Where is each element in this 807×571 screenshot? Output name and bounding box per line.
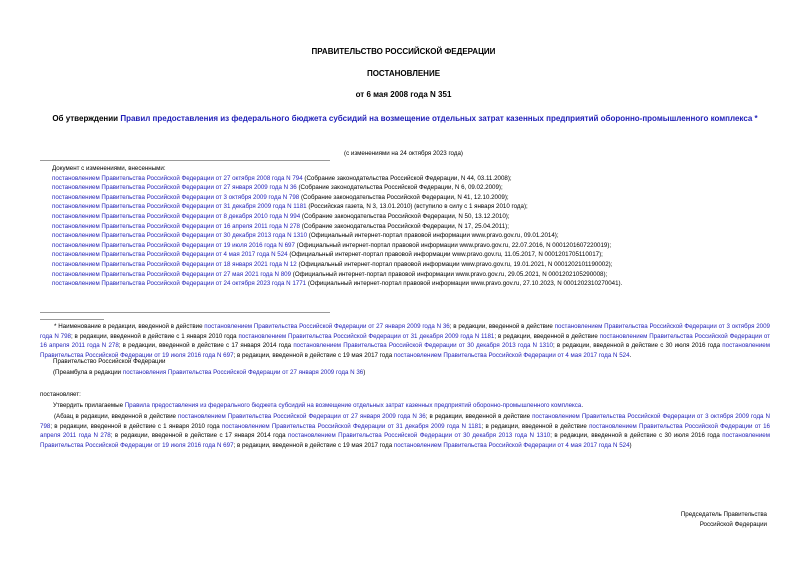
- amendment-source: (Собрание законодательства Российской Федерации, N 50, 13.12.2010);: [300, 212, 510, 220]
- list-item: [52, 241, 772, 251]
- list-item: [52, 174, 772, 184]
- amendment-link[interactable]: постановлением Правительства Российской Федерации от 19 июля 2016 года N 697: [52, 241, 295, 249]
- title-footnote: [40, 322, 770, 360]
- amendment-link[interactable]: постановлением Правительства Российской Федерации от 27 мая 2021 года N 809: [52, 270, 292, 278]
- signature-title: Председатель Правительства: [680, 511, 767, 518]
- signature-org: Российской Федерации: [699, 520, 767, 528]
- preamble-text: Правительство Российской Федерации: [53, 358, 166, 365]
- divider-top: [40, 160, 330, 161]
- list-item: [52, 212, 772, 222]
- amendment-link[interactable]: постановлением Правительства Российской Федерации от 24 октября 2023 года N 1771: [52, 280, 307, 288]
- amendment-source: (Официальный интернет-портал правовой информации www.pravo.gov.ru, 22.07.2016, N 0001201607220019);: [294, 241, 612, 249]
- paragraph-note-text: ; в редакции, введенной в действие с 1 января 2010 года: [50, 422, 222, 430]
- amendment-link[interactable]: постановлением Правительства Российской Федерации от 8 декабря 2010 года N 994: [52, 212, 301, 220]
- amendment-source: (Собрание законодательства Российской Федерации, N 6, 09.02.2009);: [296, 184, 503, 192]
- footnote-link[interactable]: постановлением Правительства Российской Федерации от 27 января 2009 года N 36: [204, 323, 450, 330]
- amendment-source: (Официальный интернет-портал правовой информации www.pravo.gov.ru, 19.01.2021, N 0001202101190002);: [296, 260, 613, 268]
- footnote-text: .: [629, 351, 632, 359]
- amendment-source: (Официальный интернет-портал правовой информации www.pravo.gov.ru, 11.05.2017, N 0001201705110017);: [287, 251, 603, 259]
- amendment-link[interactable]: постановлением Правительства Российской Федерации от 18 января 2021 года N 12: [52, 260, 297, 268]
- amendment-source: (Официальный интернет-портал правовой информации www.pravo.gov.ru, 09.01.2014);: [307, 232, 559, 240]
- paragraph-note-link[interactable]: постановлением Правительства Российской Федерации от 16 апреля 2011 года N 278: [40, 422, 770, 440]
- preamble-note-link[interactable]: постановления Правительства Российской Федерации от 27 января 2009 года N 36: [122, 369, 364, 376]
- amendment-link[interactable]: постановлением Правительства Российской Федерации от 3 октября 2009 года N 798: [52, 193, 300, 201]
- paragraph-note-text: ; в редакции, введенной в действие с 17 января 2014 года: [110, 432, 289, 440]
- amendment-link[interactable]: постановлением Правительства Российской Федерации от 31 декабря 2009 года N 1181: [52, 203, 307, 211]
- approve-paragraph: [53, 401, 770, 411]
- paragraph-note-link[interactable]: постановлением Правительства Российской Федерации от 3 октября 2009 года N 798: [40, 413, 770, 430]
- amendment-source: (Собрание законодательства Российской Федерации, N 17, 25.04.2011);: [300, 222, 509, 230]
- footnote-text: ; в редакции, введенной в действие: [494, 332, 600, 340]
- footnote-link[interactable]: постановлением Правительства Российской Федерации от 30 декабря 2013 года N 1310: [293, 342, 553, 350]
- paragraph-note-link[interactable]: постановлением Правительства Российской Федерации от 4 мая 2017 года N 524: [393, 441, 630, 449]
- footnote-text: * Наименование в редакции, введенной в действие: [54, 323, 205, 330]
- paragraph-note-link[interactable]: постановлением Правительства Российской Федерации от 31 декабря 2009 года N 1181: [221, 422, 482, 430]
- footnote-text: ; в редакции, введенной в действие с 1 января 2010 года: [70, 332, 239, 340]
- amendment-link[interactable]: постановлением Правительства Российской Федерации от 27 января 2009 года N 36: [52, 184, 297, 192]
- divider-middle: [40, 312, 330, 313]
- footnote-text: ; в редакции, введенной в действие с 17 января 2014 года: [118, 342, 294, 350]
- approve-rules-link[interactable]: Правила предоставления из федерального бюджета субсидий на возмещение отдельных затрат казенных предприятий оборонно-промышленного комплекса: [124, 402, 582, 409]
- heading-footnote-star[interactable]: *: [752, 114, 758, 123]
- heading-rules-link[interactable]: Правил предоставления из федерального бюджета субсидий на возмещение отдельных затрат казенных предприятий оборонно-промышленного комплекса: [120, 114, 753, 123]
- footnote-link[interactable]: постановлением Правительства Российской Федерации от 19 июля 2016 года N 697: [40, 342, 770, 359]
- approve-text: Утвердить прилагаемые: [53, 402, 125, 409]
- heading-prefix: Об утверждении: [52, 114, 121, 123]
- paragraph-note: [40, 412, 770, 450]
- list-item: [52, 250, 772, 260]
- list-item: [52, 279, 772, 289]
- list-item: [52, 202, 772, 212]
- paragraph-note-text: ; в редакции, введенной в действие с 30 июля 2016 года: [550, 432, 723, 440]
- doc-type: ПОСТАНОВЛЕНИЕ: [366, 69, 441, 78]
- list-item: [52, 270, 772, 280]
- footnote-text: ; в редакции, введенной в действие с 19 мая 2017 года: [233, 351, 394, 359]
- amendments-intro: Документ с изменениями, внесенными:: [52, 165, 166, 172]
- amendment-link[interactable]: постановлением Правительства Российской Федерации от 4 мая 2017 года N 524: [52, 251, 288, 259]
- amendment-source: (Собрание законодательства Российской Федерации, N 41, 12.10.2009);: [299, 193, 509, 201]
- amendment-source: (Официальный интернет-портал правовой информации www.pravo.gov.ru, 29.05.2021, N 0001202105290008);: [291, 270, 608, 278]
- footnote-link[interactable]: постановлением Правительства Российской Федерации от 4 мая 2017 года N 524: [393, 351, 630, 359]
- preamble-note-text: ): [363, 369, 366, 376]
- amendment-link[interactable]: постановлением Правительства Российской Федерации от 27 октября 2008 года N 794: [52, 174, 303, 182]
- doc-date-number: от 6 мая 2008 года N 351: [355, 90, 452, 99]
- org-title: ПРАВИТЕЛЬСТВО РОССИЙСКОЙ ФЕДЕРАЦИИ: [311, 47, 496, 56]
- footnote-link[interactable]: постановлением Правительства Российской Федерации от 16 апреля 2011 года N 278: [40, 332, 770, 350]
- list-item: [52, 231, 772, 241]
- preamble-note-text: (Преамбула в редакции: [53, 369, 123, 376]
- footnote-link[interactable]: постановлением Правительства Российской Федерации от 3 октября 2009 года N 798: [40, 323, 770, 340]
- amendment-link[interactable]: постановлением Правительства Российской Федерации от 30 декабря 2013 года N 1310: [52, 232, 308, 240]
- footnote-text: ; в редакции, введенной в действие с 30 июля 2016 года: [552, 342, 723, 350]
- changes-note: (с изменениями на 24 октября 2023 года): [344, 150, 463, 157]
- signature-block: [681, 510, 767, 529]
- list-item: [52, 260, 772, 270]
- footnote-text: ; в редакции, введенной в действие: [449, 323, 555, 330]
- footnote-link[interactable]: постановлением Правительства Российской Федерации от 31 декабря 2009 года N 1181: [238, 332, 495, 340]
- footnote-divider: [40, 319, 104, 320]
- paragraph-note-text: ; в редакции, введенной в действие с 19 мая 2017 года: [233, 441, 394, 449]
- document-heading: [40, 113, 770, 124]
- approve-text: .: [581, 402, 584, 409]
- list-item: [52, 193, 772, 203]
- paragraph-note-link[interactable]: постановлением Правительства Российской Федерации от 19 июля 2016 года N 697: [40, 432, 770, 449]
- amendment-link[interactable]: постановлением Правительства Российской Федерации от 16 апреля 2011 года N 278: [52, 222, 300, 230]
- amendment-source: (Собрание законодательства Российской Федерации, N 44, 03.11.2008);: [302, 174, 512, 182]
- amendment-source: (Официальный интернет-портал правовой информации www.pravo.gov.ru, 27.10.2023, N 0001202310270041).: [306, 280, 623, 288]
- list-item: [52, 183, 772, 193]
- paragraph-note-link[interactable]: постановлением Правительства Российской Федерации от 27 января 2009 года N 36: [178, 413, 426, 420]
- decides-text: постановляет:: [40, 391, 81, 398]
- amendments-list: [52, 164, 772, 289]
- list-item: [52, 222, 772, 232]
- paragraph-note-text: ): [629, 441, 632, 449]
- amendment-source: (Российская газета, N 3, 13.01.2010) (вступило в силу с 1 января 2010 года);: [306, 203, 528, 211]
- paragraph-note-text: ; в редакции, введенной в действие: [425, 413, 533, 420]
- paragraph-note-text: ; в редакции, введенной в действие: [481, 422, 590, 430]
- paragraph-note-link[interactable]: постановлением Правительства Российской Федерации от 30 декабря 2013 года N 1310: [288, 432, 551, 440]
- paragraph-note-text: (Абзац в редакции, введенной в действие: [54, 413, 179, 420]
- preamble-note: [53, 368, 783, 378]
